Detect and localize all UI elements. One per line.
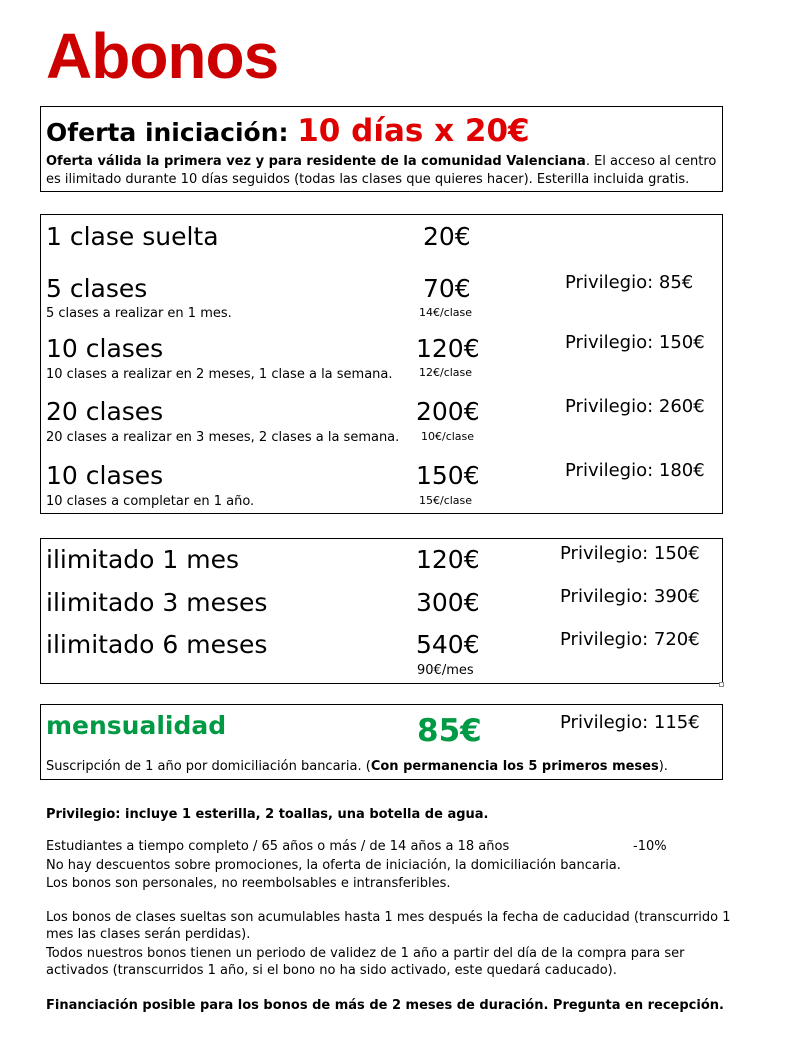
class-per-price: 12€/clase: [419, 366, 473, 379]
unlimited-name: ilimitado 1 mes: [46, 545, 239, 574]
class-price: 200€: [416, 397, 480, 426]
monthly-privilege: Privilegio: 115€: [560, 712, 700, 733]
discount-value: -10%: [633, 839, 667, 854]
class-detail: 10 clases a completar en 1 año.: [46, 494, 255, 509]
unlimited-name: ilimitado 3 meses: [46, 588, 268, 617]
class-name: 10 clases: [46, 461, 164, 490]
class-name: 5 clases: [46, 274, 148, 303]
class-per-price: 10€/clase: [421, 430, 475, 443]
offer-price: 10 días x 20€: [297, 113, 530, 149]
class-privilege: Privilegio: 85€: [565, 272, 694, 293]
offer-note-bold: Oferta válida la primera vez y para residente de la comunidad Valenciana: [46, 154, 586, 169]
class-per-price: 15€/clase: [419, 494, 473, 507]
class-detail: 5 clases a realizar en 1 mes.: [46, 306, 232, 321]
unlimited-price: 120€: [416, 545, 480, 574]
unlimited-name: ilimitado 6 meses: [46, 630, 268, 659]
unlimited-price: 540€: [416, 630, 480, 659]
no-discounts-note: No hay descuentos sobre promociones, la oferta de iniciación, la domiciliación bancaria.: [46, 858, 621, 873]
students-discount-line: Estudiantes a tiempo completo / 65 años o más / de 14 años a 18 años: [46, 839, 510, 854]
privilege-info: Privilegio: incluye 1 esterilla, 2 toallas, una botella de agua.: [46, 807, 489, 822]
monthly-note-start: Suscripción de 1 año por domiciliación bancaria. (: [46, 759, 371, 774]
class-name: 10 clases: [46, 334, 164, 363]
class-privilege: Privilegio: 260€: [565, 396, 705, 417]
unlimited-privilege: Privilegio: 150€: [560, 543, 700, 564]
monthly-note-bold: Con permanencia los 5 primeros meses: [370, 759, 659, 774]
class-price: 20€: [423, 222, 471, 251]
offer-heading: [46, 114, 530, 150]
accumulable-note: Los bonos de clases sueltas son acumulables hasta 1 mes después la fecha de caducidad (transcurrido 1 mes las clases serán perdidas).: [46, 910, 731, 942]
class-price: 70€: [423, 274, 471, 303]
class-privilege: Privilegio: 180€: [565, 460, 705, 481]
resize-handle[interactable]: [719, 682, 724, 687]
offer-note-line2: es ilimitado durante 10 días seguidos (todas las clases que quieres hacer). Esterilla incluida gratis.: [46, 172, 690, 187]
offer-note-rest: . El acceso al centro: [585, 154, 717, 169]
class-per-price: 14€/clase: [419, 306, 473, 319]
monthly-note-end: ).: [658, 759, 668, 774]
unlimited-privilege: Privilegio: 720€: [560, 629, 700, 650]
validity-note: Todos nuestros bonos tienen un periodo de validez de 1 año a partir del día de la compra para ser activados (transcurridos 1 año, si el bono no ha sido activado, este quedará caducado).: [46, 946, 685, 978]
class-detail: 20 clases a realizar en 3 meses, 2 clases a la semana.: [46, 430, 400, 445]
unlimited-per-price: 90€/mes: [417, 663, 474, 678]
unlimited-privilege: Privilegio: 390€: [560, 586, 700, 607]
monthly-name: mensualidad: [46, 711, 227, 740]
personal-note: Los bonos son personales, no reembolsables e intransferibles.: [46, 876, 451, 891]
offer-label: Oferta iniciación:: [46, 118, 289, 147]
class-price: 150€: [416, 461, 480, 490]
class-detail: 10 clases a realizar en 2 meses, 1 clase a la semana.: [46, 367, 393, 382]
class-name: 20 clases: [46, 397, 164, 426]
financing-note: Financiación posible para los bonos de más de 2 meses de duración. Pregunta en recepción.: [46, 998, 724, 1013]
class-name: 1 clase suelta: [46, 222, 219, 251]
offer-note-line1: [46, 153, 716, 170]
class-privilege: Privilegio: 150€: [565, 332, 705, 353]
page-title: Abonos: [46, 20, 279, 92]
class-price: 120€: [416, 334, 480, 363]
monthly-price: 85€: [417, 713, 482, 749]
monthly-note: [46, 758, 668, 775]
unlimited-price: 300€: [416, 588, 480, 617]
